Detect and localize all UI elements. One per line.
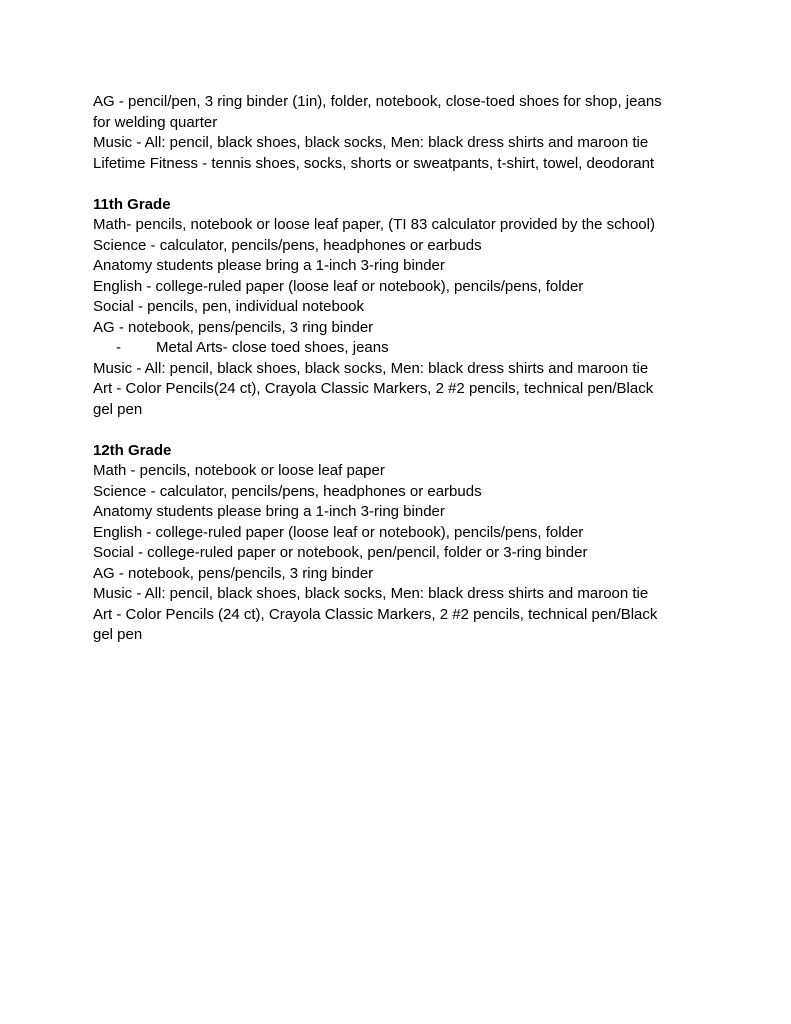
- intro-line-ag-cont: for welding quarter: [93, 113, 218, 131]
- grade-11-art: Art - Color Pencils(24 ct), Crayola Classic Markers, 2 #2 pencils, technical pen/Black: [93, 380, 654, 397]
- grade-11-english: English - college-ruled paper (loose leaf or notebook), pencils/pens, folder: [93, 277, 584, 295]
- intro-line-fitness: Lifetime Fitness - tennis shoes, socks, shorts or sweatpants, t-shirt, towel, deodorant: [93, 154, 655, 172]
- grade-11-art-cont: gel pen: [93, 400, 143, 418]
- grade-12-heading: 12th Grade: [93, 441, 172, 459]
- grade-11-social: Social - pencils, pen, individual notebook: [93, 298, 365, 315]
- grade-12-science: Science - calculator, pencils/pens, headphones or earbuds: [93, 482, 482, 500]
- intro-section: [93, 92, 693, 174]
- grade-11-math: Math- pencils, notebook or loose leaf paper, (TI 83 calculator provided by the school): [93, 216, 655, 233]
- grade-12-section: [93, 441, 693, 646]
- grade-12-math: Math - pencils, notebook or loose leaf paper: [93, 462, 385, 479]
- grade-12-english: English - college-ruled paper (loose leaf or notebook), pencils/pens, folder: [93, 523, 584, 541]
- grade-11-heading: 11th Grade: [93, 195, 171, 213]
- grade-12-social: Social - college-ruled paper or notebook, pen/pencil, folder or 3-ring binder: [93, 544, 588, 561]
- grade-12-art-cont: gel pen: [93, 626, 143, 643]
- grade-12-anatomy: Anatomy students please bring a 1-inch 3-ring binder: [93, 503, 445, 520]
- section-spacer: [93, 420, 693, 441]
- intro-line-ag: AG - pencil/pen, 3 ring binder (1in), folder, notebook, close-toed shoes for shop, jeans: [93, 93, 662, 110]
- grade-11-science: Science - calculator, pencils/pens, headphones or earbuds: [93, 236, 482, 254]
- grade-11-section: [93, 195, 693, 421]
- bullet-dash: -: [116, 339, 121, 356]
- grade-11-metal-arts: Metal Arts- close toed shoes, jeans: [156, 339, 389, 356]
- grade-12-music: Music - All: pencil, black shoes, black socks, Men: black dress shirts and maroon tie: [93, 585, 649, 602]
- grade-12-art: Art - Color Pencils (24 ct), Crayola Classic Markers, 2 #2 pencils, technical pen/Black: [93, 605, 658, 623]
- grade-11-music: Music - All: pencil, black shoes, black socks, Men: black dress shirts and maroon tie: [93, 359, 649, 377]
- grade-11-anatomy: Anatomy students please bring a 1-inch 3-ring binder: [93, 257, 445, 274]
- intro-line-music: Music - All: pencil, black shoes, black socks, Men: black dress shirts and maroon tie: [93, 134, 649, 151]
- grade-11-metal-arts-bullet: [93, 338, 693, 359]
- section-spacer: [93, 174, 693, 195]
- grade-12-ag: AG - notebook, pens/pencils, 3 ring binder: [93, 564, 374, 582]
- grade-11-ag: AG - notebook, pens/pencils, 3 ring binder: [93, 318, 374, 336]
- document-page: [93, 92, 693, 646]
